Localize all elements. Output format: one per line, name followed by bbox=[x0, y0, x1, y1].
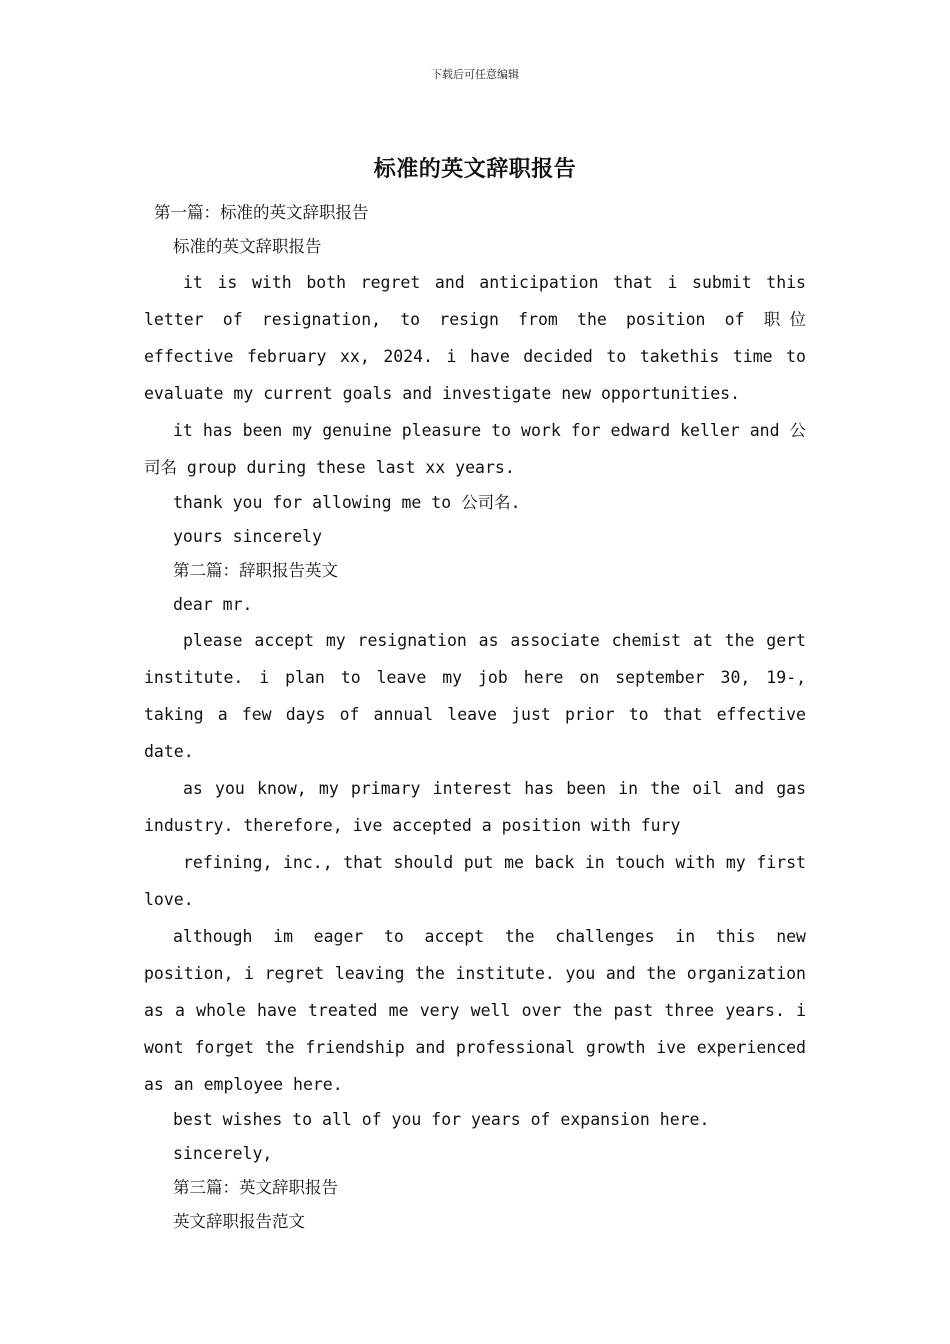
paragraph: it is with both regret and anticipation that i submit this letter of resignation, to resign from the position of 职位 effective february xx, 2024. i have decided to takethis time to evaluate my current goals and investigate new opportunities. bbox=[144, 273, 806, 403]
paragraph: it has been my genuine pleasure to work for edward keller and 公司名 group during these last xx years. bbox=[144, 421, 806, 477]
signoff-line: sincerely, bbox=[173, 1144, 273, 1163]
section-heading-1: 第一篇：标准的英文辞职报告 bbox=[154, 203, 369, 222]
paragraph: refining, inc., that should put me back in touch with my first love. bbox=[144, 853, 806, 909]
subheading-3: 英文辞职报告范文 bbox=[173, 1212, 305, 1231]
paragraph: although im eager to accept the challenges in this new position, i regret leaving the institute. you and the organization as a whole have treated me very well over the past three years. i wont forget the friendship and professional growth ive experienced as an employee here. bbox=[144, 927, 806, 1094]
document-body bbox=[144, 196, 806, 1239]
signoff-line: yours sincerely bbox=[173, 527, 323, 546]
text-line: best wishes to all of you for years of expansion here. bbox=[173, 1110, 710, 1129]
paragraph: please accept my resignation as associate chemist at the gert institute. i plan to leave my job here on september 30, 19-, taking a few days of annual leave just prior to that effective date. bbox=[144, 631, 806, 761]
salutation-line: dear mr. bbox=[173, 595, 253, 614]
subheading-1: 标准的英文辞职报告 bbox=[173, 237, 322, 256]
text-line: thank you for allowing me to 公司名. bbox=[173, 493, 521, 512]
header-note: 下载后可任意编辑 bbox=[431, 68, 519, 81]
document-title: 标准的英文辞职报告 bbox=[373, 156, 577, 182]
paragraph: as you know, my primary interest has been in the oil and gas industry. therefore, ive accepted a position with fury bbox=[144, 779, 806, 835]
section-heading-2: 第二篇：辞职报告英文 bbox=[173, 561, 338, 580]
section-heading-3: 第三篇：英文辞职报告 bbox=[173, 1178, 338, 1197]
